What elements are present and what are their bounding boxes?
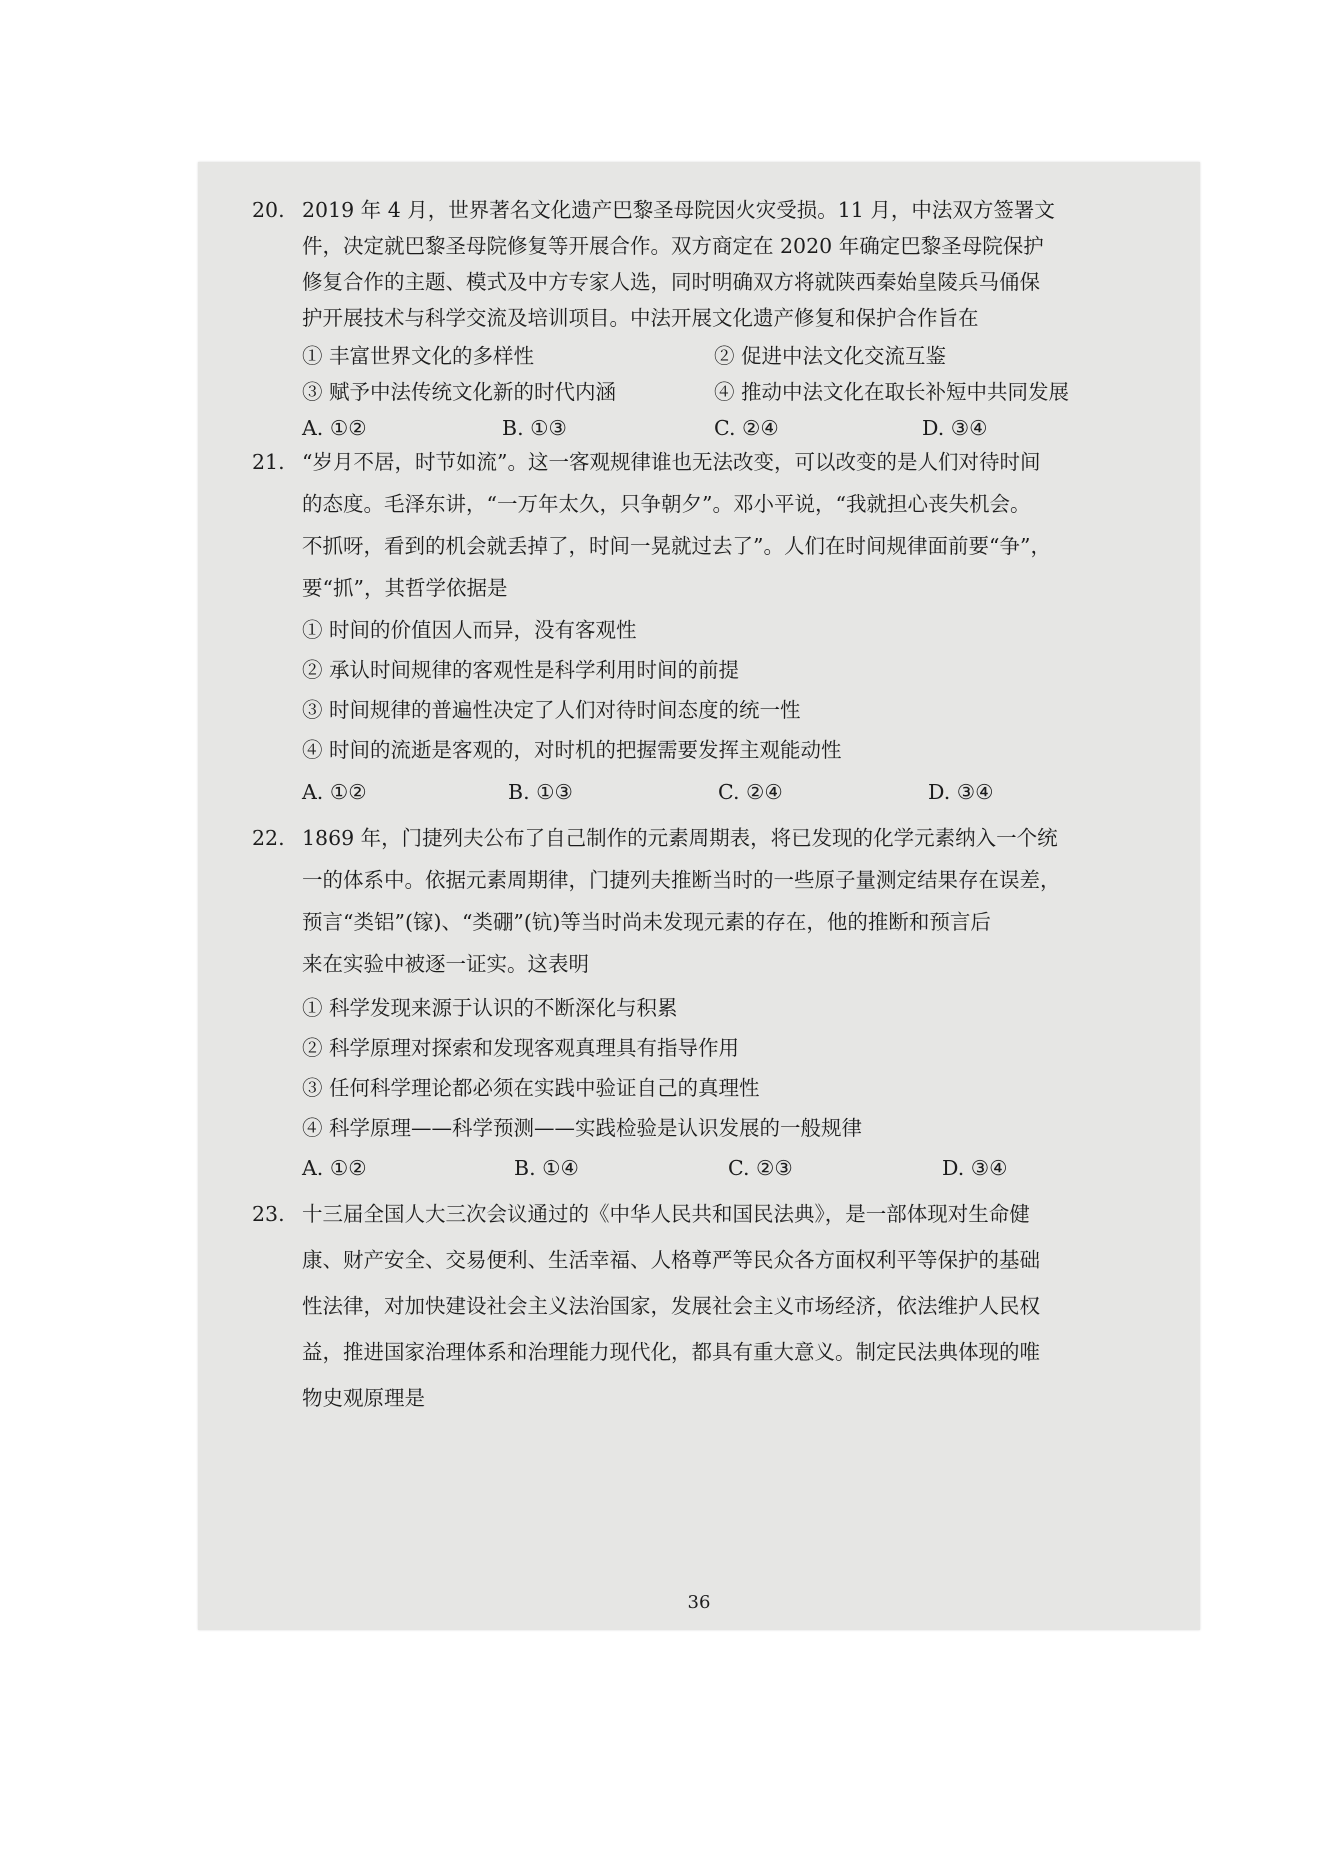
question-number: 23. [252,1202,285,1226]
option-3: ③ 任何科学理论都必须在实践中验证自己的真理性 [302,1076,760,1100]
answer-a: A. ①② [302,1156,367,1180]
answer-c: C. ②④ [718,780,783,804]
page-number: 36 [687,1592,711,1613]
option-1: ① 时间的价值因人而异，没有客观性 [302,618,637,642]
option-1: ① 丰富世界文化的多样性 [302,344,535,368]
option-1: ① 科学发现来源于认识的不断深化与积累 [302,996,678,1020]
option-4: ④ 时间的流逝是客观的，对时机的把握需要发挥主观能动性 [302,738,842,762]
answer-c: C. ②③ [728,1156,793,1180]
option-4: ④ 推动中法文化在取长补短中共同发展 [714,380,1070,404]
question-number: 22. [252,826,285,850]
answer-d: D. ③④ [922,416,988,440]
option-2: ② 科学原理对探索和发现客观真理具有指导作用 [302,1036,740,1060]
answer-c: C. ②④ [714,416,779,440]
answer-d: D. ③④ [942,1156,1008,1180]
answer-d: D. ③④ [928,780,994,804]
question-number: 20. [252,198,285,222]
answer-b: B. ①③ [508,780,573,804]
option-2: ② 促进中法文化交流互鉴 [714,344,947,368]
option-3: ③ 赋予中法传统文化新的时代内涵 [302,380,617,404]
answer-a: A. ①② [302,416,367,440]
question-number: 21. [252,450,285,474]
answer-a: A. ①② [302,780,367,804]
answer-b: B. ①③ [502,416,567,440]
option-3: ③ 时间规律的普遍性决定了人们对待时间态度的统一性 [302,698,801,722]
option-2: ② 承认时间规律的客观性是科学利用时间的前提 [302,658,740,682]
answer-b: B. ①④ [514,1156,579,1180]
exam-page: 20. 2019 年 4 月，世界著名文化遗产巴黎圣母院因火灾受损。11 月，中法双方签署文 件，决定就巴黎圣母院修复等开展合作。双方商定在 2020 年确定巴黎圣母院保护 修复合作的主题、模式及中方专家人选，同时明确双方将就陕西秦始皇陵兵马俑保 护开展技术与科学交流及培训项目。中法开展文化遗产修复和保护合作旨在 ① 丰富世界文化的多样性 ② 促进中法文化交流互鉴 ③ 赋予中法传统文化新的时代内涵 ④ 推动中法文化在取长补短中共同发展 A. ①② B. ①③ C. ②④ D. ③④ 21. “岁月不居，时节如流”。这一客观规律谁也无法改变，可以改变的是人们对待时间 的态度。毛泽东讲，“一万年太久，只争朝夕”。邓小平说，“我就担心丧失机会。 不抓呀，看到的机会就丢掉了，时间一晃就过去了”。人们在时间规律面前要“争”， 要“抓”，其哲学依据是 ① 时间的价值因人而异，没有客观性 ② 承认时间规律的客观性是科学利用时间的前提 ③ 时间规律的普遍性决定了人们对待时间态度的统一性 ④ 时间的流逝是客观的，对时机的把握需要发挥主观能动性 A. ①② B. ①③ C. ②④ D. ③④ 22. 1869 年，门捷列夫公布了自己制作的元素周期表，将已发现的化学元素纳入一个统 一的体系中。依据元素周期律，门捷列夫推断当时的一些原子量测定结果存在误差， 预言“类铝”(镓)、“类硼”(钪)等当时尚未发现元素的存在，他的推断和预言后 来在实验中被逐一证实。这表明 ① 科学发现来源于认识的不断深化与积累 ② 科学原理对探索和发现客观真理具有指导作用 ③ 任何科学理论都必须在实践中验证自己的真理性 ④ 科学原理——科学预测——实践检验是认识发展的一般规律 A. ①② B. ①④ C. ②③ D. ③④ 23. 十三届全国人大三次会议通过的《中华人民共和国民法典》，是一部体现对生命健 康、财产安全、交易便利、生活幸福、人格尊严等民众各方面权利平等保护的基础 性法律，对加快建设社会主义法治国家，发展社会主义市场经济，依法维护人民权 益，推进国家治理体系和治理能力现代化，都具有重大意义。制定民法典体现的唯 物史观原理是 36 [198,162,1200,1630]
option-4: ④ 科学原理——科学预测——实践检验是认识发展的一般规律 [302,1116,863,1140]
